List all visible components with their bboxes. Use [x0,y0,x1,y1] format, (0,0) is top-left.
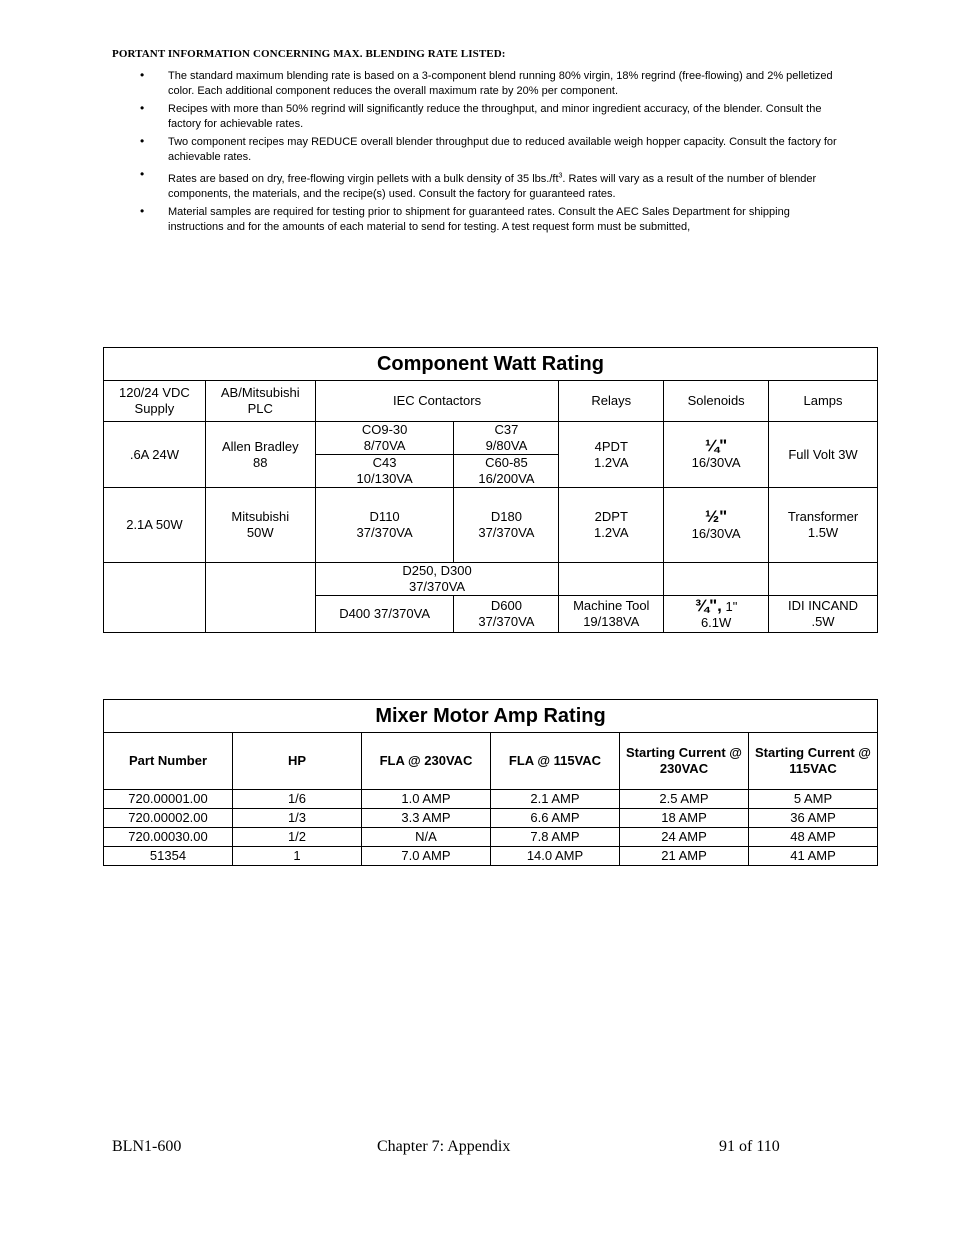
cell-line: 37/370VA [478,525,535,540]
table-cell [769,563,878,596]
table-cell: 36 AMP [749,809,878,828]
table-cell: 1/3 [233,809,362,828]
table-row [104,809,878,828]
cell-line: 1" [725,598,738,614]
cell-line: 1.2VA [594,525,629,540]
table-cell: N/A [362,828,491,847]
table-cell [769,488,878,563]
cell-line: 6.1W [700,614,732,630]
table-cell: 1 [233,847,362,866]
table-cell [559,488,664,563]
header-cell: Lamps [769,381,878,422]
bullet-text [168,173,816,200]
table-cell [559,422,664,488]
table-cell: 7.0 AMP [362,847,491,866]
cell-line: 16/30VA [691,525,741,541]
table-cell [454,422,559,455]
bullet-text-part: . Rates will vary as a result of the number of blender components, the materials, and the recipe(s) used. Consult the factory for guaranteed rates. [168,172,817,200]
cell-line: 16/30VA [691,455,741,470]
header-cell: Solenoids [664,381,769,422]
cell-line: Allen Bradley [221,438,299,454]
table-cell [205,488,315,563]
bullet-text: Recipes with more than 50% regrind will significantly reduce the throughput, and minor ingredient accuracy, of the blender. Consult the factory for achievable rates. [168,103,822,130]
bullet-icon: • [140,167,145,181]
table-cell: D400 37/370VA [315,596,454,633]
cell-line: 37/370VA [408,579,466,594]
cell-line: 19/138VA [583,614,640,629]
component-watt-table [103,347,878,633]
table-cell [454,455,559,488]
table-cell: .6A 24W [104,422,206,488]
table-cell [315,488,454,563]
table-cell: 18 AMP [620,809,749,828]
table-cell [664,563,769,596]
table-cell: 6.6 AMP [491,809,620,828]
table-cell [769,596,878,633]
footer-doc-id: BLN1-600 [112,1138,182,1155]
table-cell: Full Volt 3W [769,422,878,488]
table-cell: 41 AMP [749,847,878,866]
cell-line: D180 [490,509,522,524]
bullet-icon: • [140,101,145,115]
bullet-text-part: Rates are based on dry, free-flowing virgin pellets with a bulk density of 35 lbs./ft [168,172,559,185]
table-cell [315,455,454,488]
column-header: FLA @ 115VAC [491,733,620,790]
table-cell [205,422,315,488]
section-heading: PORTANT INFORMATION CONCERNING MAX. BLENDING RATE LISTED: [112,48,506,60]
table-cell: 2.5 AMP [620,790,749,809]
cell-line: 37/370VA [356,525,413,540]
cell-line: D250, D300 [402,563,472,578]
column-header: Starting Current @ 230VAC [620,733,749,790]
table-cell: 1.0 AMP [362,790,491,809]
table-cell: 3.3 AMP [362,809,491,828]
table-cell [454,488,559,563]
table-cell: 720.00001.00 [104,790,233,809]
table-row [104,828,878,847]
bullet-icon: • [140,68,145,82]
bullet-item [140,205,840,235]
table-cell [104,563,206,633]
table-cell [454,596,559,633]
column-header: HP [233,733,362,790]
header-cell: Relays [559,381,664,422]
bullet-text: Two component recipes may REDUCE overall blender throughput due to reduced available weigh hopper capacity. Consult the factory for achievable rates. [168,136,837,163]
cell-line: 2DPT [594,509,628,524]
bullet-item [140,102,840,132]
table-title: Mixer Motor Amp Rating [104,700,878,733]
column-header: Starting Current @ 115VAC [749,733,878,790]
table-cell [205,563,315,633]
bullet-text: The standard maximum blending rate is based on a 3-component blend running 80% virgin, 18% regrind (free-flowing) and 2% pelletized color. Each additional component reduces the overall maximum rate by 20% per component. [168,70,833,97]
column-header: FLA @ 230VAC [362,733,491,790]
cell-line: C60-85 [485,455,528,470]
table-cell: 1/2 [233,828,362,847]
header-cell: 120/24 VDC Supply [104,381,206,422]
table-cell [559,596,664,633]
table-cell: 51354 [104,847,233,866]
cell-line: D110 [369,509,400,524]
bullet-icon: • [140,203,145,218]
table-cell: 14.0 AMP [491,847,620,866]
table-cell: 21 AMP [620,847,749,866]
table-cell: 1/6 [233,790,362,809]
cell-line: 8/70VA [363,438,406,453]
cell-line: .5W [811,614,835,629]
fraction-text: ½" [705,506,728,526]
table-cell: 2.1A 50W [104,488,206,563]
bullet-item [140,135,840,165]
cell-line: 50W [246,525,274,540]
cell-line: C37 [494,422,519,437]
table-cell [315,422,454,455]
table-cell: 48 AMP [749,828,878,847]
table-cell [559,563,664,596]
table-cell: 720.00002.00 [104,809,233,828]
fraction-text: ¾", [694,595,722,615]
cell-line: 37/370VA [478,614,535,629]
table-title: Component Watt Rating [104,348,878,381]
cell-line: Transformer [787,509,859,524]
cell-line: 1.2VA [594,454,629,470]
table-row [104,847,878,866]
table-cell [664,596,769,633]
table-cell: 5 AMP [749,790,878,809]
cell-line: IDI INCAND [788,598,859,613]
cell-line: Machine Tool [573,598,650,613]
superscript: 3 [558,172,563,179]
cell-line: CO9-30 [361,422,408,437]
footer-page-number: 91 of 110 [719,1138,780,1155]
mixer-motor-amp-table [103,699,878,866]
cell-line: 1.5W [807,525,839,540]
table-cell: 24 AMP [620,828,749,847]
cell-line: 88 [253,454,268,470]
table-row [104,790,878,809]
fraction-text: ¼" [705,436,728,455]
table-cell: 720.00030.00 [104,828,233,847]
cell-line: 16/200VA [478,471,535,486]
cell-line: D600 [490,598,522,613]
footer-chapter: Chapter 7: Appendix [377,1138,511,1155]
bullet-item [140,168,840,202]
bullet-text: Material samples are required for testing prior to shipment for guaranteed rates. Consult the AEC Sales Department for shipping instructions and for the amounts of each material to send for testing. A test request form must be submitted, [168,205,790,233]
table-cell: 7.8 AMP [491,828,620,847]
header-cell: IEC Contactors [315,381,559,422]
column-header: Part Number [104,733,233,790]
cell-line: 10/130VA [356,471,413,486]
table-cell [664,488,769,563]
cell-line: Mitsubishi [231,509,290,524]
bullet-list [140,69,840,238]
cell-line: 4PDT [594,438,628,454]
table-cell [664,422,769,488]
bullet-item [140,69,840,99]
header-cell: AB/Mitsubishi PLC [205,381,315,422]
table-cell: 2.1 AMP [491,790,620,809]
table-cell [315,563,559,596]
bullet-icon: • [140,134,145,148]
cell-line: 9/80VA [485,438,528,453]
cell-line: C43 [372,455,397,470]
